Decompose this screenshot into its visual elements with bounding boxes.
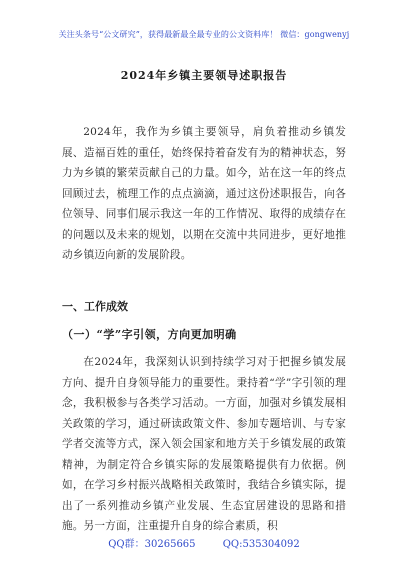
document-title: 2024年乡镇主要领导述职报告 (120, 69, 288, 82)
subsection-paragraph: 在2024年，我深刻认识到持续学习对于把握乡镇发展方向、提升自身领导能力的重要性。秉持着“学”字引领的理念，我积极参与各类学习活动。一方面，加强对乡镇发展相关政策的学习，通过研读政策文件、参加专题培训、与专家学者交流等方式，深入领会国家和地方关于乡镇发展的政策精神，为制定符合乡镇实际的发展策略提供有力依据。例如，在学习乡村振兴战略相关政策时，我结合乡镇实际，提出了一系列推动乡镇产业发展、生态宜居建设的思路和措施。另一方面，注重提升自身的综合素质，积 (62, 356, 346, 532)
footer-contact (0, 535, 408, 550)
section-heading: 一、工作成效 (62, 300, 128, 313)
footer-qq-number: QQ:535304092 (222, 539, 300, 550)
intro-paragraph: 2024年，我作为乡镇主要领导，肩负着推动乡镇发展、造福百姓的重任，始终保持着奋发有为的精神状态，努力为乡镇的繁荣贡献自己的力量。如今，站在这一年的终点回顾过去，梳理工作的点点滴滴，通过这份述职报告，向各位领导、同事们展示我这一年的工作情况、取得的成绩存在的问题以及未来的规划，以期在交流中共同进步，更好地推动乡镇迈向新的发展阶段。 (62, 126, 346, 261)
footer-qq-group: QQ群：30265665 (108, 539, 196, 550)
header-promo-text: 关注头条号“公文研究”，获得最新最全最专业的公文资料库！ 微信：gongwenyj (58, 30, 350, 39)
subsection-heading: （一）“学”字引领，方向更加明确 (62, 328, 237, 341)
